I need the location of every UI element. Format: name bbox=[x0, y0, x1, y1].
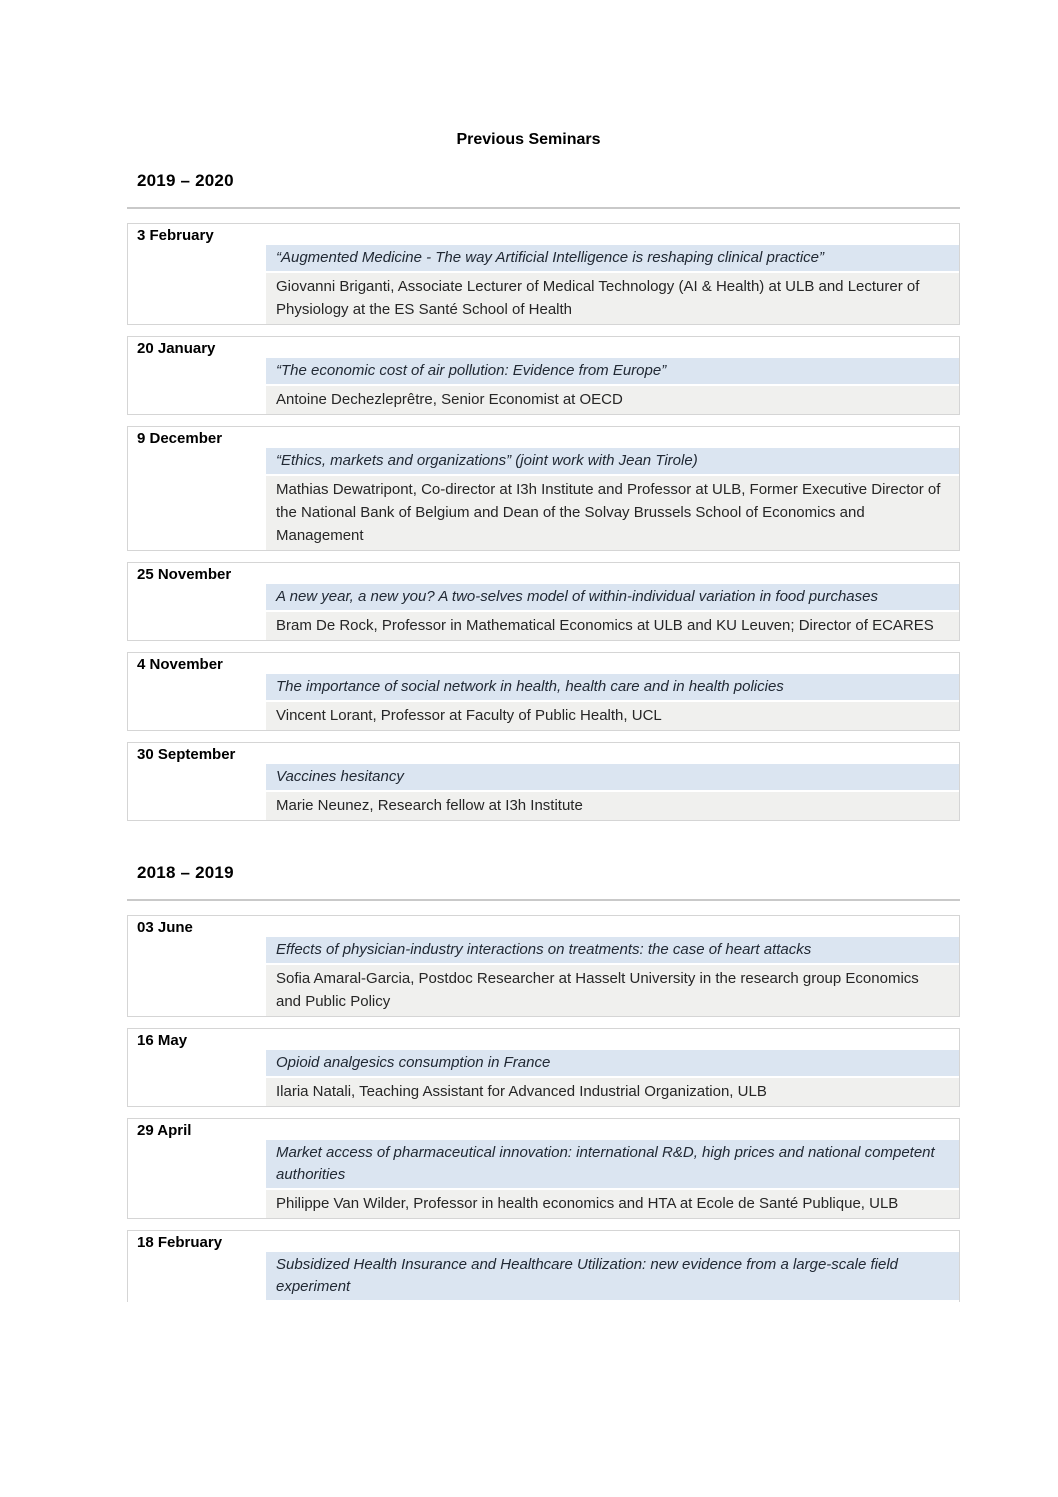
season-section-2018-2019 bbox=[0, 863, 1058, 1302]
seminar-date: 18 February bbox=[137, 1234, 223, 1251]
seminar-row bbox=[127, 915, 960, 1017]
section-divider bbox=[127, 207, 960, 209]
season-heading: 2018 – 2019 bbox=[137, 863, 234, 882]
seminar-content bbox=[266, 1119, 959, 1218]
seminar-row bbox=[127, 426, 960, 551]
seminar-content bbox=[266, 337, 959, 414]
seminar-row bbox=[127, 1230, 960, 1302]
seminar-row bbox=[127, 1118, 960, 1219]
seminar-date: 9 December bbox=[137, 430, 223, 447]
season-section-2019-2020 bbox=[0, 171, 1058, 821]
seminar-content bbox=[266, 427, 959, 550]
seminar-speaker: Bram De Rock, Professor in Mathematical Economics at ULB and KU Leuven; Director of ECARES bbox=[266, 612, 959, 640]
seminar-content bbox=[266, 653, 959, 730]
seminar-row bbox=[127, 562, 960, 641]
seminar-speaker: Sofia Amaral-Garcia, Postdoc Researcher at Hasselt University in the research group Economics and Public Policy bbox=[266, 965, 959, 1016]
seminar-speaker: Ilaria Natali, Teaching Assistant for Advanced Industrial Organization, ULB bbox=[266, 1078, 959, 1106]
seminar-row bbox=[127, 652, 960, 731]
seminar-list bbox=[0, 223, 1058, 821]
page-title: Previous Seminars bbox=[456, 131, 601, 148]
seminar-row bbox=[127, 223, 960, 325]
seminar-title: Market access of pharmaceutical innovation: international R&D, high prices and national competent authorities bbox=[266, 1140, 959, 1188]
seminar-content bbox=[266, 743, 959, 820]
seminar-date: 30 September bbox=[137, 746, 236, 763]
seminar-speaker: Giovanni Briganti, Associate Lecturer of Medical Technology (AI & Health) at ULB and Lecturer of Physiology at the ES Santé School of Health bbox=[266, 273, 959, 324]
seminar-speaker: Philippe Van Wilder, Professor in health economics and HTA at Ecole de Santé Publique, ULB bbox=[266, 1190, 959, 1218]
seminar-list bbox=[0, 915, 1058, 1302]
seminar-row bbox=[127, 1028, 960, 1107]
seminar-content bbox=[266, 1029, 959, 1106]
seminar-content bbox=[266, 916, 959, 1016]
seminar-speaker: Marie Neunez, Research fellow at I3h Institute bbox=[266, 792, 959, 820]
seminar-content bbox=[266, 224, 959, 324]
seminar-content bbox=[266, 563, 959, 640]
season-heading: 2019 – 2020 bbox=[137, 171, 234, 190]
seminar-date: 16 May bbox=[137, 1032, 188, 1049]
seminar-date: 20 January bbox=[137, 340, 216, 357]
seminar-title: Vaccines hesitancy bbox=[266, 764, 959, 790]
seminar-row bbox=[127, 336, 960, 415]
seminar-date: 29 April bbox=[137, 1122, 192, 1139]
seminar-content bbox=[266, 1231, 959, 1302]
seminar-title: “The economic cost of air pollution: Evidence from Europe” bbox=[266, 358, 959, 384]
seminar-title: Subsidized Health Insurance and Healthcare Utilization: new evidence from a large-scale field experiment bbox=[266, 1252, 959, 1300]
seminar-speaker: Vincent Lorant, Professor at Faculty of Public Health, UCL bbox=[266, 702, 959, 730]
seminar-title: Effects of physician-industry interactions on treatments: the case of heart attacks bbox=[266, 937, 959, 963]
seminar-date: 4 November bbox=[137, 656, 223, 673]
seminar-date: 25 November bbox=[137, 566, 232, 583]
seminar-speaker: Mathias Dewatripont, Co-director at I3h Institute and Professor at ULB, Former Executive Director of the National Bank of Belgium and Dean of the Solvay Brussels School of Economics and Management bbox=[266, 476, 959, 550]
seminar-date: 3 February bbox=[137, 227, 214, 244]
seminar-date: 03 June bbox=[137, 919, 193, 936]
seminar-title: “Ethics, markets and organizations” (joint work with Jean Tirole) bbox=[266, 448, 959, 474]
section-divider bbox=[127, 899, 960, 901]
seminar-row bbox=[127, 742, 960, 821]
seminar-title: “Augmented Medicine - The way Artificial Intelligence is reshaping clinical practice” bbox=[266, 245, 959, 271]
seminar-title: The importance of social network in health, health care and in health policies bbox=[266, 674, 959, 700]
seminar-title: A new year, a new you? A two-selves model of within-individual variation in food purchases bbox=[266, 584, 959, 610]
seminar-title: Opioid analgesics consumption in France bbox=[266, 1050, 959, 1076]
seminar-speaker: Antoine Dechezleprêtre, Senior Economist at OECD bbox=[266, 386, 959, 414]
